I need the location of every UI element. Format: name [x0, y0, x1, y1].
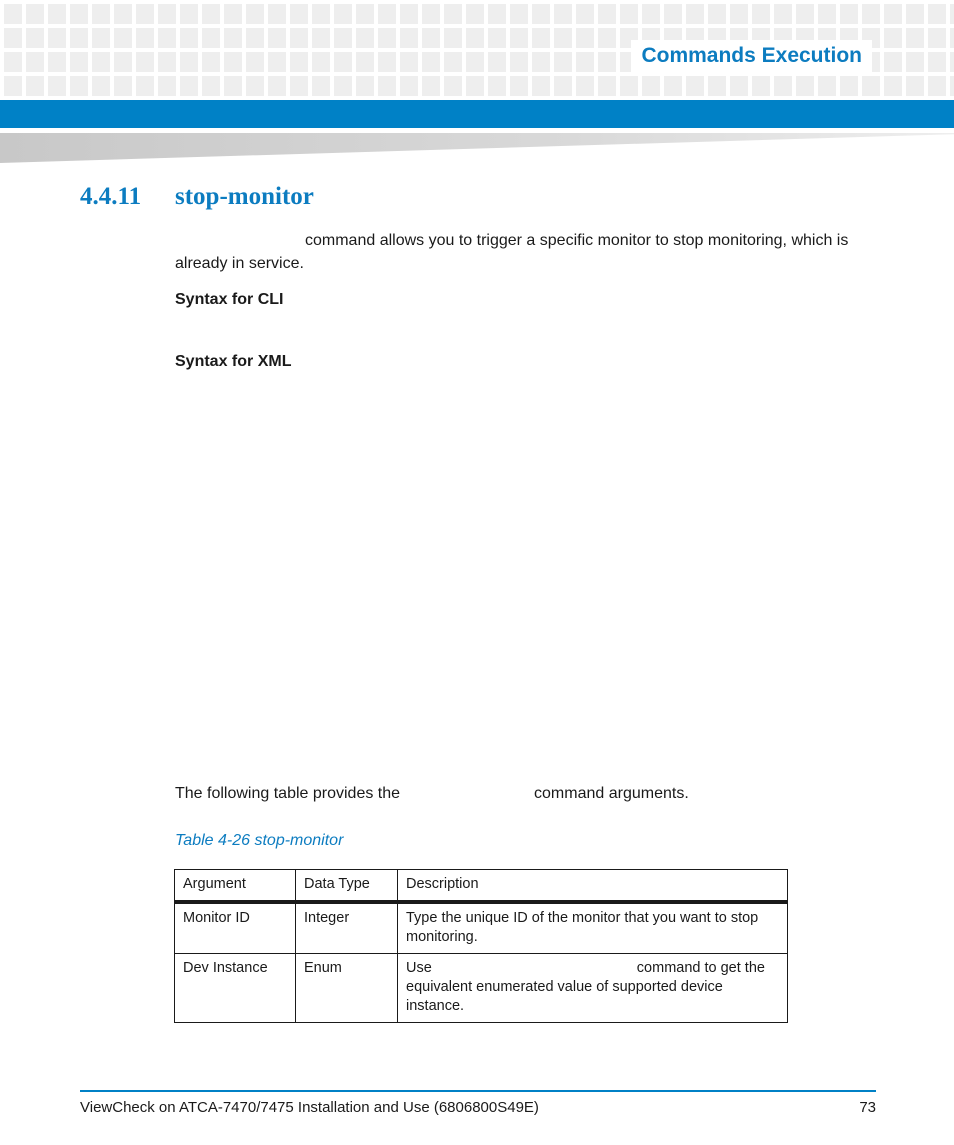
footer-rule — [80, 1090, 876, 1092]
desc-before: Use — [406, 960, 432, 976]
table-header-row — [175, 870, 788, 903]
cell-type: Integer — [296, 902, 398, 954]
cell-type: Enum — [296, 954, 398, 1023]
cell-argument: Dev Instance — [175, 954, 296, 1023]
syntax-xml-label: Syntax for XML — [175, 353, 292, 370]
intro-paragraph: command allows you to trigger a specific monitor to stop monitoring, which is already in service. — [175, 232, 849, 272]
syntax-cli-label: Syntax for CLI — [175, 291, 284, 308]
header-gray-band — [0, 133, 954, 163]
section-heading — [80, 183, 314, 211]
table-row — [175, 902, 788, 954]
header-description: Description — [398, 870, 788, 903]
chapter-title: Commands Execution — [631, 40, 872, 72]
table-caption: Table 4-26 stop-monitor — [175, 832, 344, 849]
cell-description: Type the unique ID of the monitor that you want to stop monitoring. — [398, 902, 788, 954]
section-title: stop-monitor — [175, 183, 314, 210]
cell-description — [398, 954, 788, 1023]
section-number: 4.4.11 — [80, 183, 142, 210]
footer-document-title: ViewCheck on ATCA-7470/7475 Installation and Use (6806800S49E) — [80, 1099, 539, 1116]
table-row — [175, 954, 788, 1023]
header-blue-band — [0, 100, 954, 128]
footer-page-number: 73 — [859, 1099, 876, 1116]
table-intro-before: The following table provides the — [175, 785, 401, 802]
header-data-type: Data Type — [296, 870, 398, 903]
arguments-table — [174, 869, 788, 1023]
table-intro-after: command arguments. — [534, 785, 689, 802]
table-intro-paragraph — [175, 782, 875, 805]
cell-argument: Monitor ID — [175, 902, 296, 954]
desc-after: command to get the equivalent enumerated value of supported device instance. — [406, 960, 765, 1014]
header-argument: Argument — [175, 870, 296, 903]
